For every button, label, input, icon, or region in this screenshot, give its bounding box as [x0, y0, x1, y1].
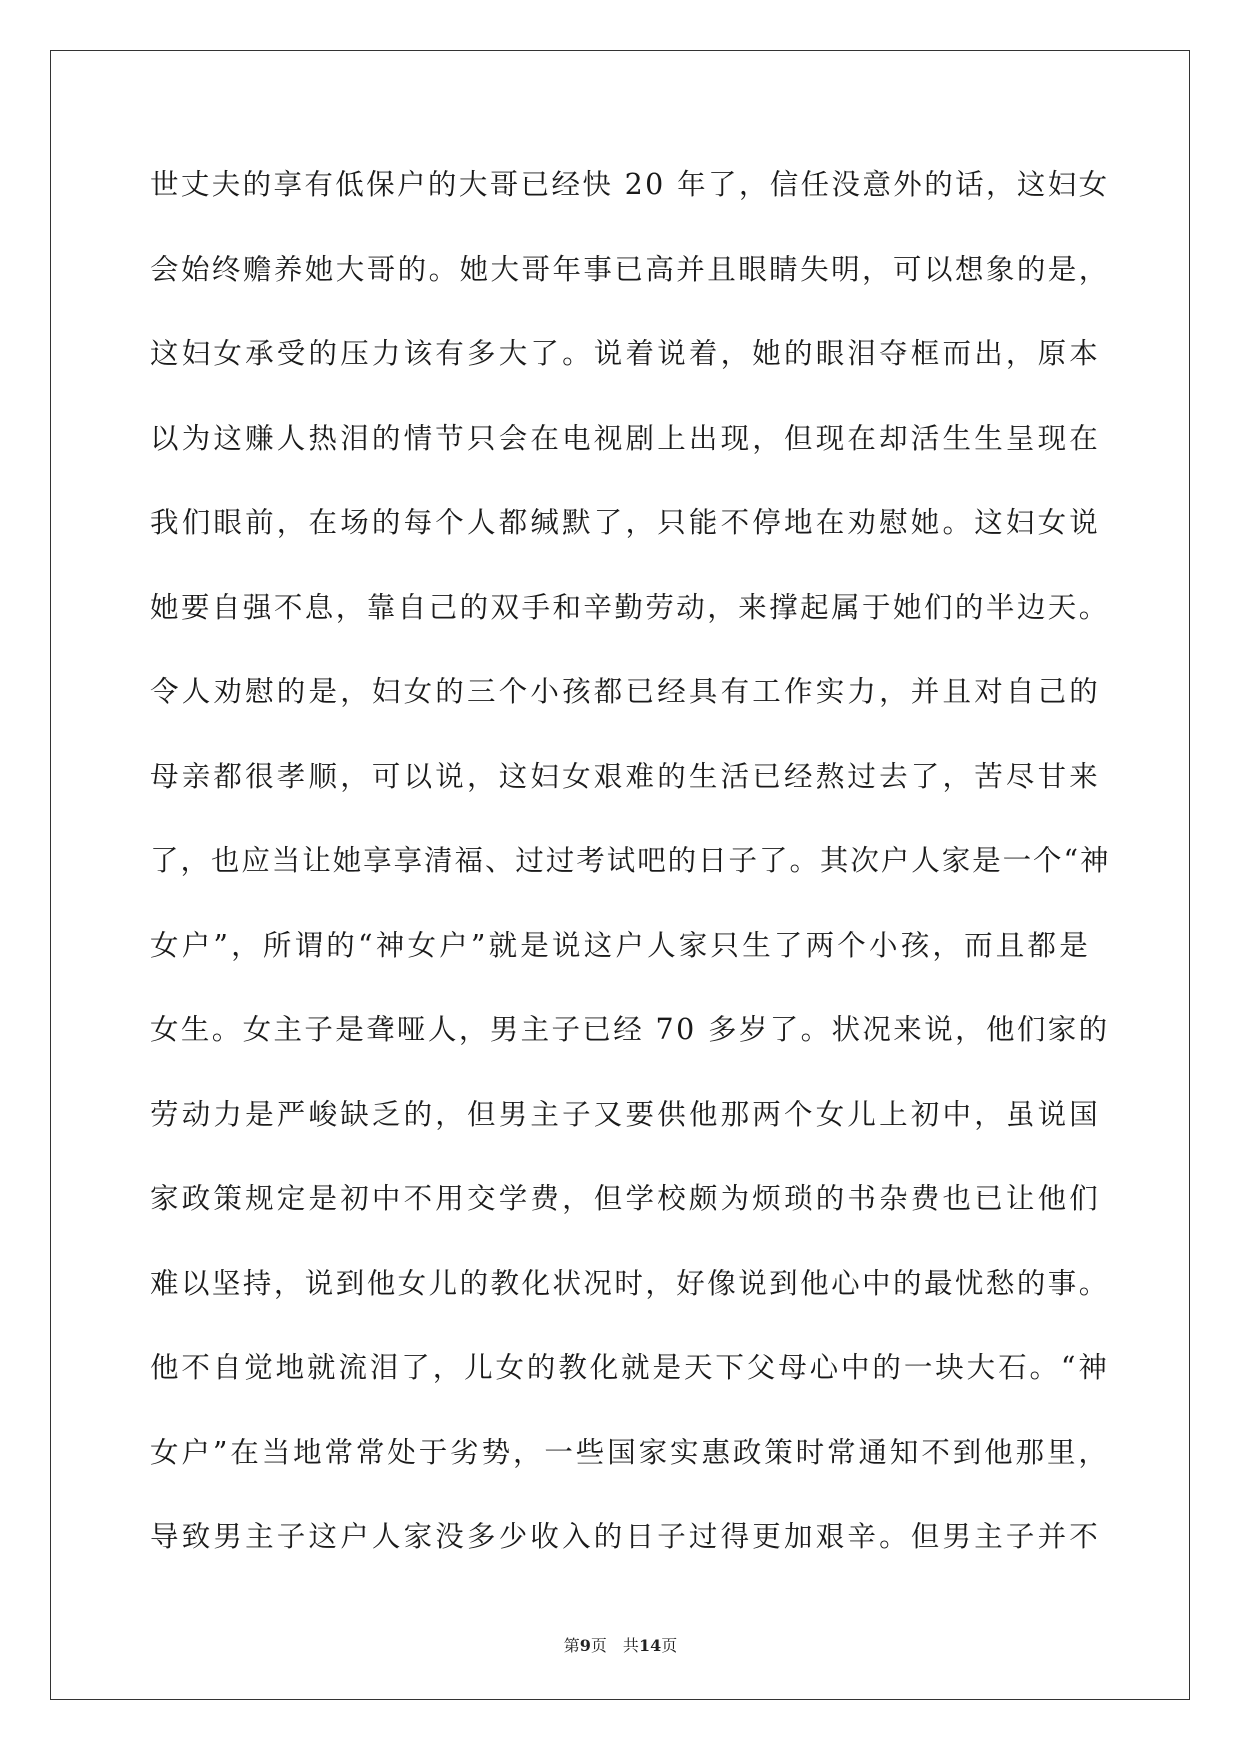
text-line: 她要自强不息，靠自己的双手和辛勤劳动，来撑起属于她们的半边天。: [150, 590, 1110, 624]
text-line: 世丈夫的享有低保户的大哥已经快 20 年了，信任没意外的话，这妇女: [150, 168, 1110, 201]
text-line: 女户”在当地常常处于劣势，一些国家实惠政策时常通知不到他那里，: [150, 1435, 1110, 1469]
text-line: 女户”，所谓的“神女户”就是说这户人家只生了两个小孩，而且都是: [150, 928, 1091, 962]
text-line: 令人劝慰的是，妇女的三个小孩都已经具有工作实力，并且对自己的: [150, 675, 1102, 708]
text-line: 以为这赚人热泪的情节只会在电视剧上出现，但现在却活生生呈现在: [150, 421, 1102, 455]
footer-mid: 页 共: [590, 1636, 639, 1655]
text-line: 劳动力是严峻缺乏的，但男主子又要供他那两个女儿上初中，虽说国: [150, 1097, 1102, 1131]
text-line: 导致男主子这户人家没多少收入的日子过得更加艰辛。但男主子并不: [150, 1520, 1102, 1553]
text-line: 了，也应当让她享享清福、过过考试吧的日子了。其次户人家是一个“神: [150, 844, 1111, 877]
text-line: 女生。女主子是聋哑人，男主子已经 70 多岁了。状况来说，他们家的: [150, 1013, 1110, 1046]
text-line: 我们眼前，在场的每个人都缄默了，只能不停地在劝慰她。这妇女说: [150, 506, 1102, 539]
footer-prefix: 第: [563, 1636, 580, 1655]
text-line: 这妇女承受的压力该有多大了。说着说着，她的眼泪夺框而出，原本: [150, 337, 1102, 370]
text-line: 他不自觉地就流泪了，儿女的教化就是天下父母心中的一块大石。“神: [150, 1351, 1110, 1384]
footer-suffix: 页: [661, 1636, 678, 1655]
total-page-count: 14: [638, 1636, 662, 1655]
text-line: 会始终赡养她大哥的。她大哥年事已高并且眼睛失明，可以想象的是，: [150, 252, 1110, 286]
page-number-footer: [0, 1634, 1241, 1658]
text-line: 母亲都很孝顺，可以说，这妇女艰难的生活已经熬过去了，苦尽甘来: [150, 759, 1102, 793]
text-line: 家政策规定是初中不用交学费，但学校颇为烦琐的书杂费也已让他们: [150, 1182, 1102, 1215]
current-page-number: 9: [579, 1636, 591, 1655]
body-text: [150, 165, 1111, 1602]
text-line: 难以坚持，说到他女儿的教化状况时，好像说到他心中的最忧愁的事。: [150, 1266, 1110, 1300]
